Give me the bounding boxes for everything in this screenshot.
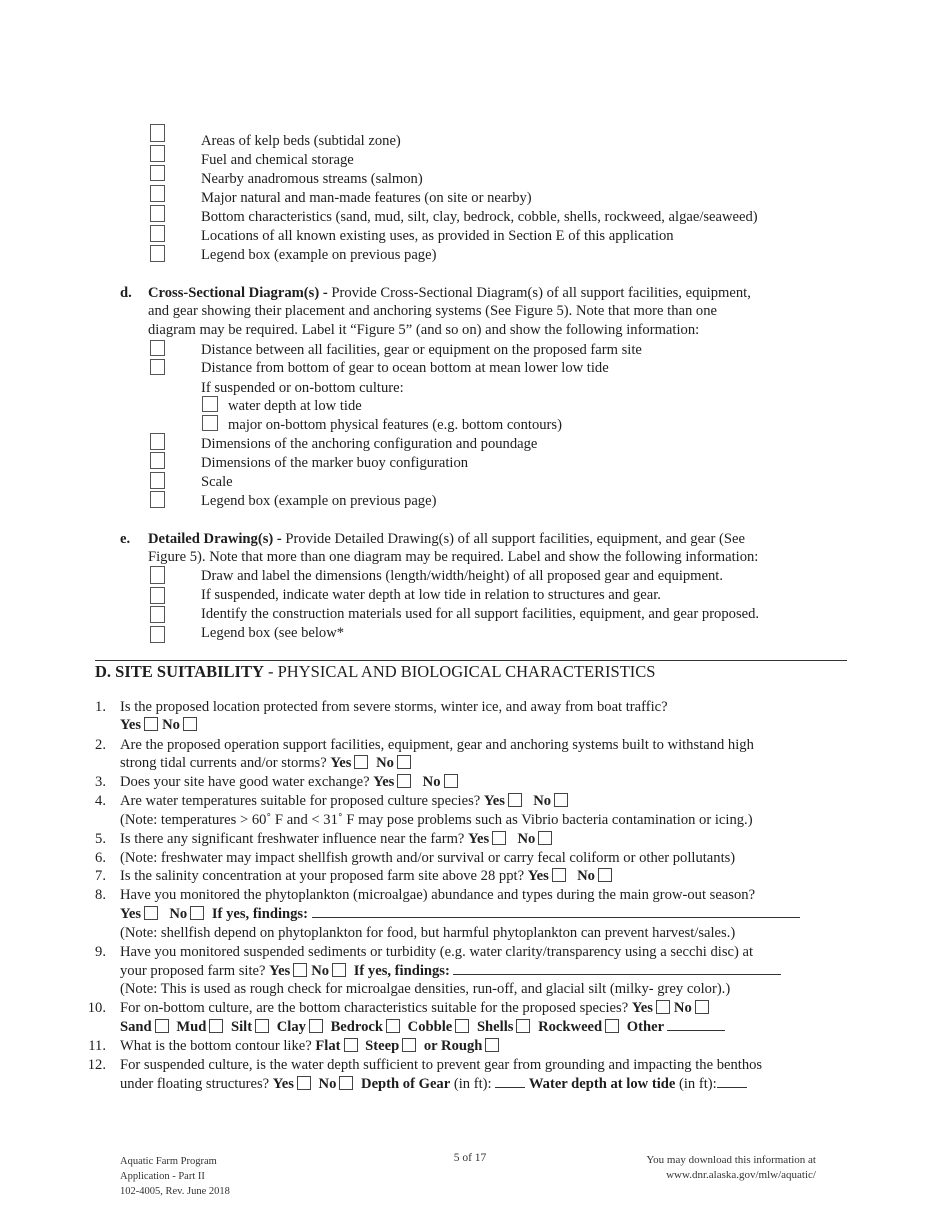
rockweed-checkbox[interactable] xyxy=(605,1019,619,1033)
subsection-title: Detailed Drawing(s) - xyxy=(148,531,282,547)
checkbox[interactable] xyxy=(150,626,165,643)
question-note: (Note: shellfish depend on phytoplankton for food, but harmful phytoplankton can prevent harvest/sales.) xyxy=(120,925,736,941)
checkbox[interactable] xyxy=(150,185,165,202)
answer-row: your proposed farm site? Yes No If yes, findings: xyxy=(120,962,781,980)
list-item: Legend box (example on previous page) xyxy=(201,493,437,509)
yes-checkbox[interactable] xyxy=(354,755,368,769)
yes-checkbox[interactable] xyxy=(552,868,566,882)
question-text: Is the proposed location protected from severe storms, winter ice, and away from boat traffic? xyxy=(120,699,668,715)
question-number: 11. xyxy=(88,1038,106,1054)
answer-row: Is the salinity concentration at your proposed farm site above 28 ppt? Yes No xyxy=(120,867,616,885)
yes-checkbox[interactable] xyxy=(508,793,522,807)
sand-checkbox[interactable] xyxy=(155,1019,169,1033)
subsection-intro: diagram may be required. Label it “Figure 5” (and so on) and show the following information: xyxy=(148,322,700,338)
findings-input[interactable] xyxy=(453,962,781,975)
question-number: 8. xyxy=(95,887,106,903)
checkbox[interactable] xyxy=(150,165,165,181)
footer-form-number: 102-4005, Rev. June 2018 xyxy=(120,1186,230,1197)
checkbox[interactable] xyxy=(150,225,165,242)
list-item: Legend box (example on previous page) xyxy=(201,247,437,263)
checkbox[interactable] xyxy=(150,472,165,489)
checkbox[interactable] xyxy=(202,396,218,412)
section-divider xyxy=(95,660,847,661)
no-checkbox[interactable] xyxy=(397,755,411,769)
item-letter: d. xyxy=(120,285,132,301)
subsection-intro: Provide Cross-Sectional Diagram(s) of all support facilities, equipment, xyxy=(331,285,751,301)
checkbox[interactable] xyxy=(150,566,165,584)
list-item: Dimensions of the marker buoy configuration xyxy=(201,455,469,471)
subsection-intro: Figure 5). Note that more than one diagram may be required. Label and show the following information: xyxy=(148,549,759,565)
footer-download-note: You may download this information at xyxy=(646,1154,816,1166)
subsection-intro: Provide Detailed Drawing(s) of all support facilities, equipment, and gear (See xyxy=(285,531,745,547)
checkbox[interactable] xyxy=(150,433,165,450)
list-item: Distance between all facilities, gear or equipment on the proposed farm site xyxy=(201,342,642,358)
footer-url[interactable]: www.dnr.alaska.gov/mlw/aquatic/ xyxy=(666,1169,816,1181)
checkbox[interactable] xyxy=(150,606,165,623)
mud-checkbox[interactable] xyxy=(209,1019,223,1033)
water-depth-input[interactable] xyxy=(717,1075,747,1088)
flat-checkbox[interactable] xyxy=(344,1038,358,1052)
answer-row: Yes No If yes, findings: xyxy=(120,905,800,923)
yes-checkbox[interactable] xyxy=(144,906,158,920)
answer-row: strong tidal currents and/or storms? Yes No xyxy=(120,754,415,772)
page-number: 5 of 17 xyxy=(453,1152,487,1164)
question-number: 6. xyxy=(95,850,106,866)
no-checkbox[interactable] xyxy=(339,1076,353,1090)
yes-checkbox[interactable] xyxy=(293,963,307,977)
answer-row: Does your site have good water exchange? Yes No xyxy=(120,773,462,791)
list-item: Legend box (see below* xyxy=(201,625,345,641)
question-number: 9. xyxy=(95,944,106,960)
checkbox[interactable] xyxy=(150,205,165,222)
section-heading: D. SITE SUITABILITY - PHYSICAL AND BIOLOGICAL CHARACTERISTICS xyxy=(95,662,656,681)
question-text: For suspended culture, is the water depth sufficient to prevent gear from grounding and impacting the benthos xyxy=(120,1057,763,1073)
no-checkbox[interactable] xyxy=(538,831,552,845)
question-text: Have you monitored the phytoplankton (microalgae) abundance and types during the main grow-out season? xyxy=(120,887,756,903)
question-number: 4. xyxy=(95,793,106,809)
question-number: 2. xyxy=(95,737,106,753)
clay-checkbox[interactable] xyxy=(309,1019,323,1033)
cobble-checkbox[interactable] xyxy=(455,1019,469,1033)
checkbox[interactable] xyxy=(202,415,218,431)
question-text: Have you monitored suspended sediments or turbidity (e.g. water clarity/transparency using a secchi disc) at xyxy=(120,944,754,960)
question-number: 3. xyxy=(95,774,106,790)
no-checkbox[interactable] xyxy=(554,793,568,807)
list-item: If suspended, indicate water depth at low tide in relation to structures and gear. xyxy=(201,587,661,603)
question-note: (Note: temperatures > 60˚ F and < 31˚ F may pose problems such as Vibrio bacteria contamination or icing.) xyxy=(120,812,753,828)
answer-row: under floating structures? Yes No Depth of Gear (in ft): Water depth at low tide (in ft): xyxy=(120,1075,747,1093)
answer-row: Yes No xyxy=(120,716,201,734)
yes-checkbox[interactable] xyxy=(492,831,506,845)
rough-checkbox[interactable] xyxy=(485,1038,499,1052)
checkbox[interactable] xyxy=(150,340,165,356)
depth-of-gear-input[interactable] xyxy=(495,1075,525,1088)
list-item: Identify the construction materials used for all support facilities, equipment, and gear proposed. xyxy=(201,606,760,622)
no-checkbox[interactable] xyxy=(183,717,197,731)
list-item: Scale xyxy=(201,474,233,490)
subsection-title: Cross-Sectional Diagram(s) - xyxy=(148,285,328,301)
question-text: (Note: freshwater may impact shellfish growth and/or survival or carry fecal coliform or other pollutants) xyxy=(120,850,736,866)
list-item: Draw and label the dimensions (length/width/height) of all proposed gear and equipment. xyxy=(201,568,723,584)
list-item: Locations of all known existing uses, as provided in Section E of this application xyxy=(201,228,674,244)
question-number: 7. xyxy=(95,868,106,884)
list-item: Bottom characteristics (sand, mud, silt, clay, bedrock, cobble, shells, rockweed, algae/seaweed) xyxy=(201,209,758,225)
answer-row: Are water temperatures suitable for proposed culture species? Yes No xyxy=(120,792,572,810)
question-text: Are the proposed operation support facilities, equipment, gear and anchoring systems built to withstand high xyxy=(120,737,754,753)
answer-row: Is there any significant freshwater influence near the farm? Yes No xyxy=(120,830,556,848)
yes-checkbox[interactable] xyxy=(656,1000,670,1014)
item-letter: e. xyxy=(120,531,131,547)
list-item: Dimensions of the anchoring configuration and poundage xyxy=(201,436,538,452)
bedrock-checkbox[interactable] xyxy=(386,1019,400,1033)
list-item: major on-bottom physical features (e.g. bottom contours) xyxy=(228,417,562,433)
checkbox[interactable] xyxy=(150,124,165,142)
checkbox[interactable] xyxy=(150,587,165,604)
question-number: 1. xyxy=(95,699,106,715)
yes-checkbox[interactable] xyxy=(297,1076,311,1090)
list-subheading: If suspended or on-bottom culture: xyxy=(201,380,404,396)
subsection-intro: and gear showing their placement and anchoring systems (See Figure 5). Note that more than one xyxy=(148,303,717,319)
footer-program: Aquatic Farm Program xyxy=(120,1156,217,1167)
checkbox[interactable] xyxy=(150,452,165,469)
list-item: Areas of kelp beds (subtidal zone) xyxy=(201,133,401,149)
answer-row: Sand Mud Silt Clay Bedrock Cobble Shells Rockweed Other xyxy=(120,1018,725,1036)
shells-checkbox[interactable] xyxy=(516,1019,530,1033)
question-number: 10. xyxy=(87,1000,106,1016)
no-checkbox[interactable] xyxy=(332,963,346,977)
no-checkbox[interactable] xyxy=(598,868,612,882)
answer-row: For on-bottom culture, are the bottom characteristics suitable for the proposed species? Yes No xyxy=(120,999,713,1017)
no-checkbox[interactable] xyxy=(695,1000,709,1014)
yes-checkbox[interactable] xyxy=(144,717,158,731)
answer-row: What is the bottom contour like? Flat Steep or Rough xyxy=(120,1037,503,1055)
checkbox[interactable] xyxy=(150,491,165,508)
other-input[interactable] xyxy=(667,1018,725,1031)
findings-input[interactable] xyxy=(312,905,800,918)
checkbox[interactable] xyxy=(150,145,165,162)
checkbox[interactable] xyxy=(150,245,165,262)
question-number: 5. xyxy=(95,831,106,847)
checkbox[interactable] xyxy=(150,359,165,375)
no-checkbox[interactable] xyxy=(444,774,458,788)
list-item: Nearby anadromous streams (salmon) xyxy=(201,171,423,187)
yes-checkbox[interactable] xyxy=(397,774,411,788)
no-checkbox[interactable] xyxy=(190,906,204,920)
list-item: water depth at low tide xyxy=(228,398,362,414)
list-item: Fuel and chemical storage xyxy=(201,152,354,168)
question-note: (Note: This is used as rough check for microalgae densities, run-off, and glacial silt (milky- grey color).) xyxy=(120,981,731,997)
question-number: 12. xyxy=(87,1057,106,1073)
footer-application: Application - Part II xyxy=(120,1171,205,1182)
silt-checkbox[interactable] xyxy=(255,1019,269,1033)
list-item: Distance from bottom of gear to ocean bottom at mean lower low tide xyxy=(201,360,609,376)
list-item: Major natural and man-made features (on site or nearby) xyxy=(201,190,532,206)
steep-checkbox[interactable] xyxy=(402,1038,416,1052)
